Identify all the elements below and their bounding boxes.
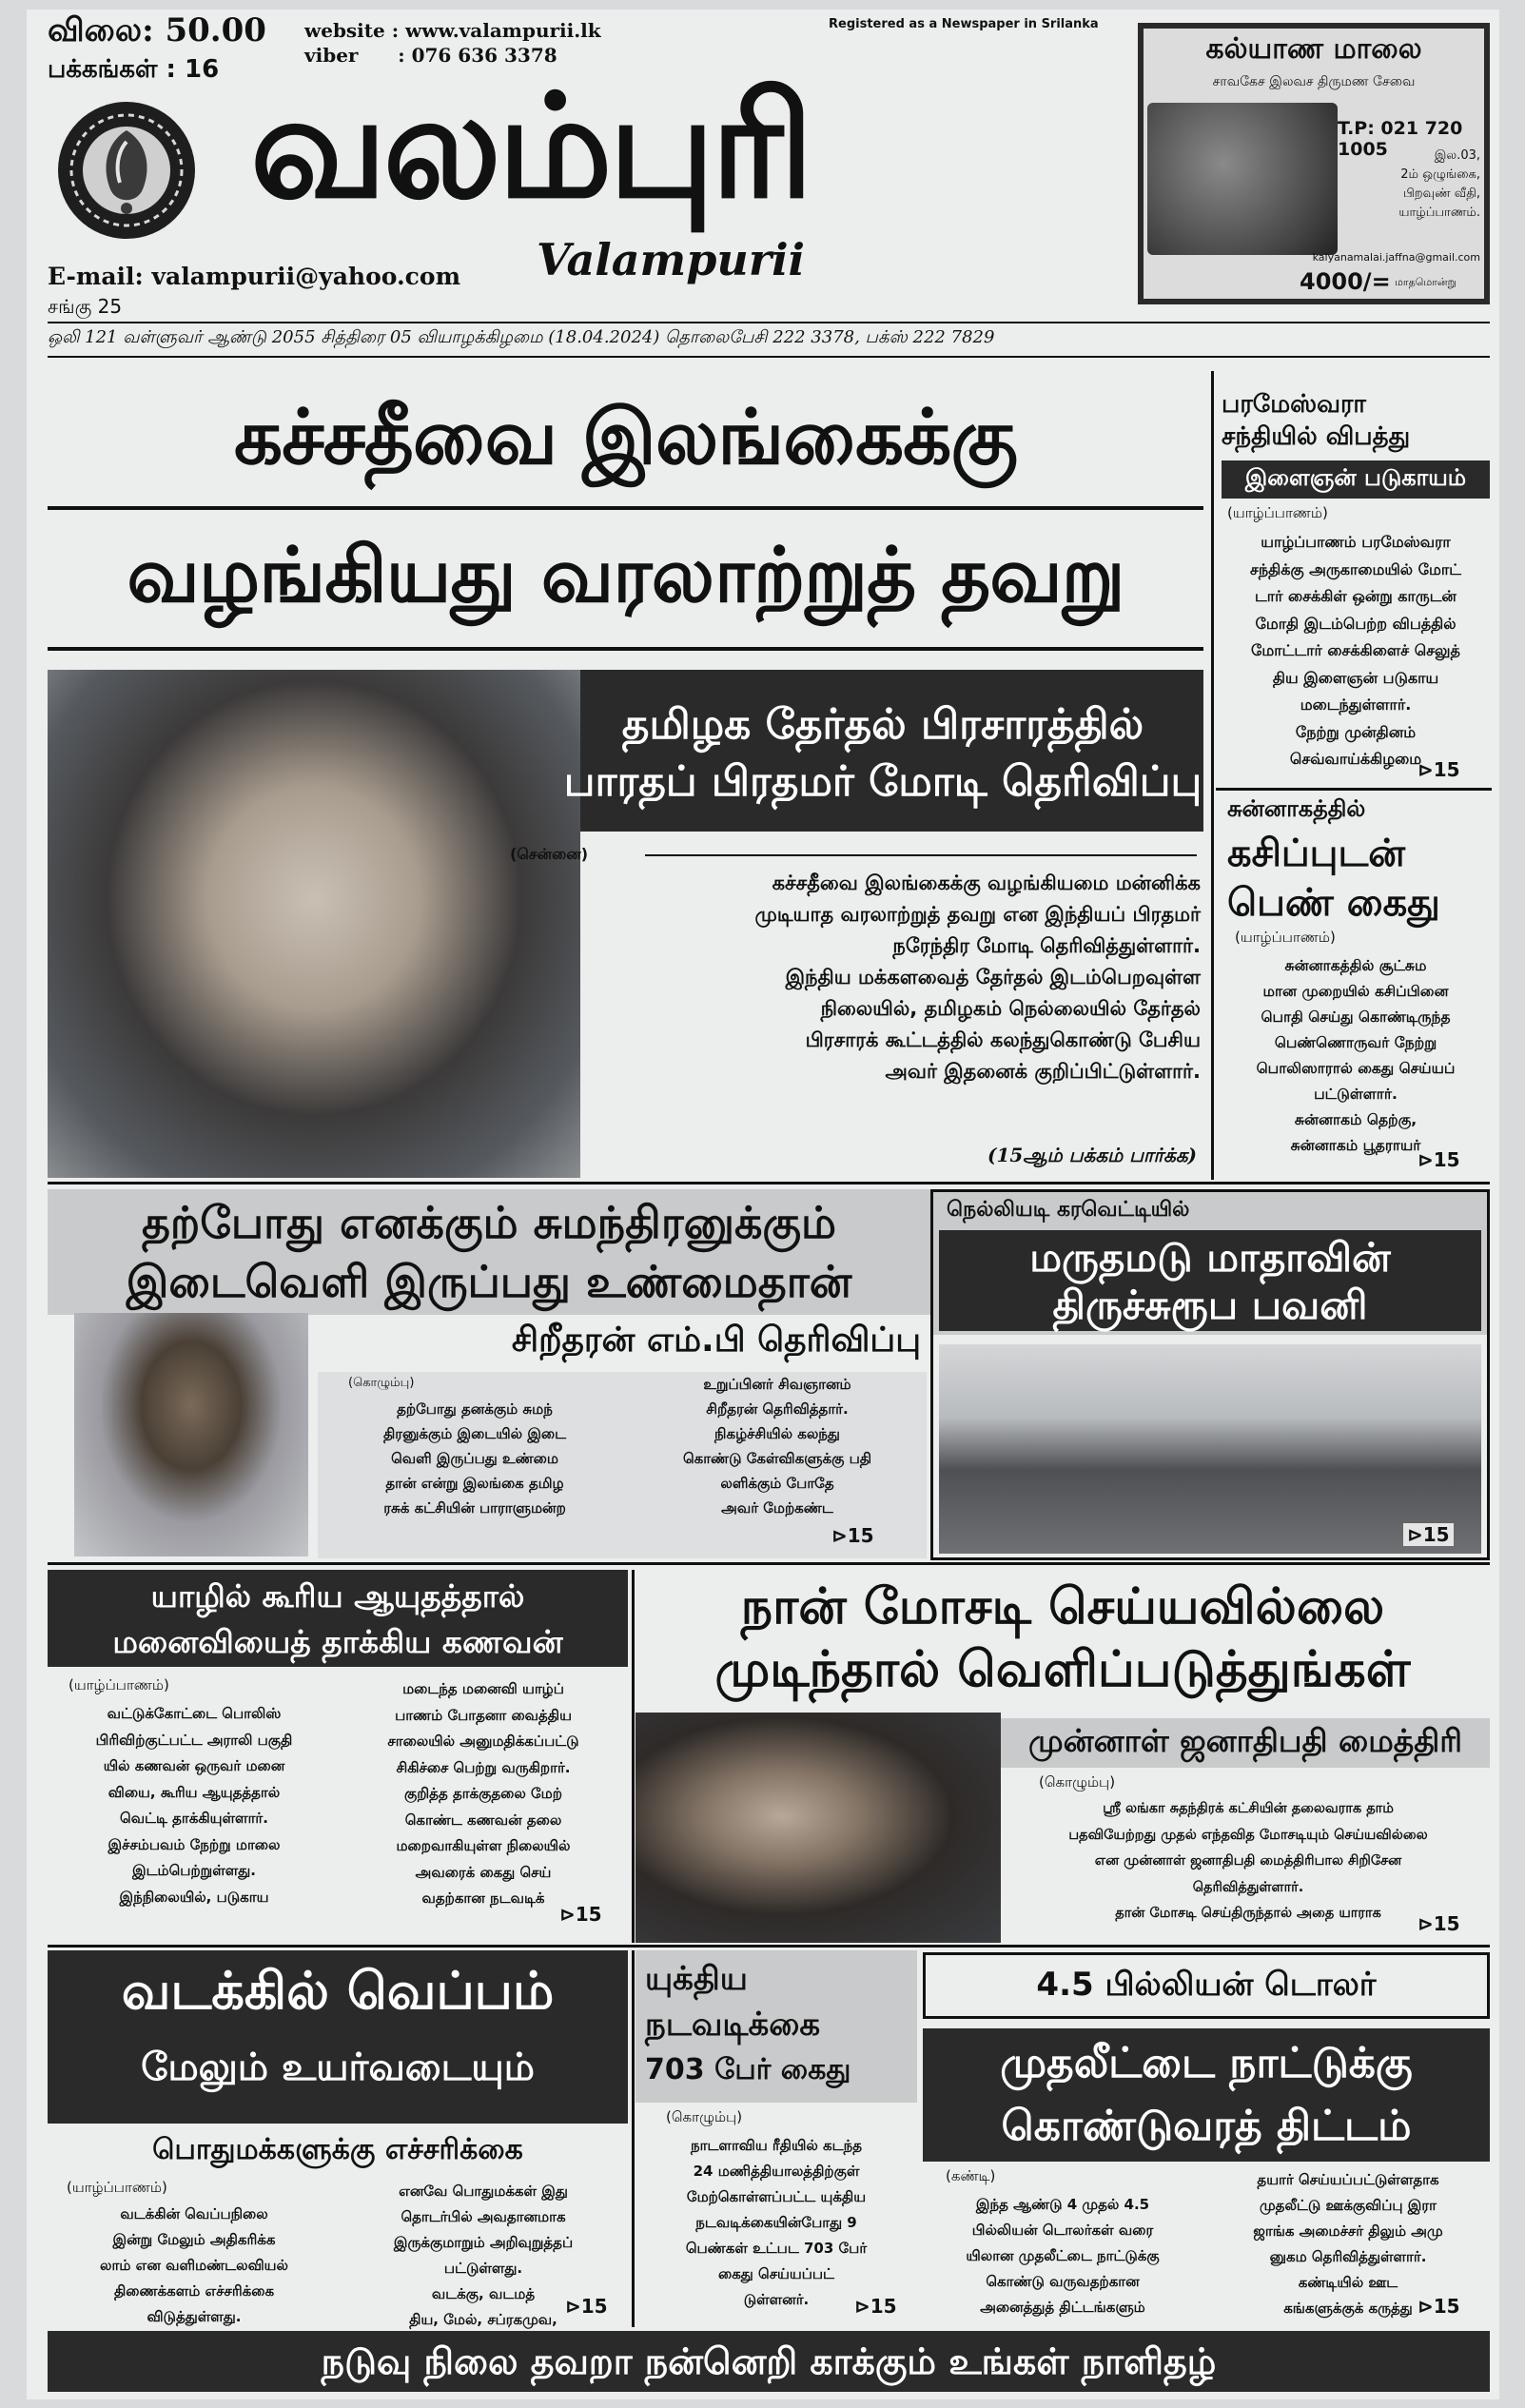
viber: viber : 076 636 3378: [304, 44, 557, 67]
continue-page: 15: [575, 1903, 602, 1926]
lead-subhead-1: தமிழக தேர்தல் பிரசாரத்தில்: [621, 700, 1144, 749]
invest-dateline: (கண்டி): [946, 2167, 996, 2184]
continue-arrow-icon: ⊳: [1407, 1523, 1423, 1546]
ad-title: கல்யாண மாலை: [1205, 32, 1422, 66]
yukthiya-headline-1: யுக்திய: [645, 1960, 748, 1998]
ad-email: kalyanamalai.jaffna@gmail.com: [1312, 251, 1480, 264]
heat-col-1: வடக்கின் வெப்பநிலை இன்று மேலும் அதிகரிக்க லாம் என வளிமண்டலவியல் திணைக்களம் எச்சரிக்கை விடுத்துள்ளது.: [100, 2205, 288, 2325]
continue-page: 15: [1433, 1148, 1460, 1171]
dateline-rule-bottom: [48, 356, 1490, 358]
side2-body: சுன்னாகத்தில் சூட்சும மான முறையில் கசிப்பினை பொதி செய்து கொண்டிருந்த பெண்ணொருவர் நேற்று பொலிஸாரால் கைது செய்யப் பட்டுள்ளார். சுன்னாகம் தெற்கு, சுன்னாகம் பூதராயர்: [1256, 957, 1456, 1154]
maithri-photo: [635, 1713, 1001, 1943]
continue-arrow-icon: ⊳: [1417, 2295, 1434, 2318]
continue-arrow-icon: ⊳: [854, 2295, 870, 2318]
side1-body: யாழ்ப்பாணம் பரமேஸ்வரா சந்திக்கு அருகாமையில் மோட் டார் சைக்கிள் ஒன்று காருடன் மோதி இடம்பெற்ற விபத்தில் மோட்டார் சைக்கிளைச் செலுத் திய இளைஞன் படுகாய மடைந்துள்ளார். நேற்று முன்தினம் செவ்வாய்க்கிழமை: [1250, 533, 1461, 768]
sritharan-col-2: உறுப்பினர் சிவஞானம் சிறீதரன் தெரிவித்தார். நிகழ்ச்சியில் கலந்து கொண்டு கேள்விகளுக்கு பதி லளிக்கும் போதே அவர் மேற்கண்ட: [682, 1376, 872, 1517]
newspaper-front-page: [27, 10, 1499, 2399]
issue-number: சங்கு 25: [48, 295, 123, 318]
continue-arrow-icon: ⊳: [559, 1903, 576, 1926]
continue-page: 15: [870, 2295, 897, 2318]
continue-arrow-icon: ⊳: [1417, 758, 1434, 781]
assault-headline-2: மனைவியைத் தாக்கிய கணவன்: [112, 1623, 563, 1660]
invest-headline-1: முதலீட்டை நாட்டுக்கு: [1000, 2039, 1413, 2087]
maithri-body: ஸ்ரீ லங்கா சுதந்திரக் கட்சியின் தலைவராக தாம் பதவியேற்றது முதல் எந்தவித மோசடியும் செய்யவில்லை என முன்னாள் ஜனாதிபதி மைத்திரிபால சிறிசேன தெரிவித்துள்ளார். தான் மோசடி செய்திருந்தால் அதை யாராக: [1068, 1801, 1428, 1921]
side2-continue-link[interactable]: [1417, 1148, 1460, 1171]
assault-headline-1: யாழில் கூரிய ஆயுதத்தால்: [150, 1577, 525, 1615]
yukthiya-headline-2: நடவடிக்கை: [645, 2006, 821, 2044]
matrimony-ad[interactable]: [1138, 23, 1490, 304]
continue-page: 15: [1422, 1523, 1450, 1546]
side2-kicker: சுன்னாகத்தில்: [1227, 795, 1366, 822]
invest-kicker: 4.5 பில்லியன் டொலர்: [1036, 1966, 1377, 2004]
lead-headline-2: வழங்கியது வரலாற்றுத் தவறு: [127, 531, 1124, 619]
sritharan-dateline: (கொழும்பு): [348, 1376, 415, 1390]
continue-arrow-icon: ⊳: [565, 2295, 581, 2318]
section-rule-1: [48, 1182, 1490, 1184]
heat-headline-2: மேலும் உயர்வடையும்: [141, 2046, 535, 2089]
sritharan-headline-1: தற்போது எனக்கும் சுமந்திரனுக்கும்: [141, 1197, 837, 1248]
ad-phone: T.P: 021 720 1005: [1338, 118, 1463, 160]
yukthiya-headline-3: 703 பேர் கைது: [645, 2053, 851, 2086]
festival-photo: [939, 1344, 1481, 1554]
yukthiya-dateline: (கொழும்பு): [666, 2108, 743, 2125]
website[interactable]: website : www.valampurii.lk: [304, 19, 601, 42]
side-divider: [1216, 788, 1492, 791]
sritharan-continue-link[interactable]: [831, 1524, 874, 1547]
sritharan-photo: [74, 1313, 308, 1556]
modi-photo: [48, 670, 580, 1178]
lead-headline-1: கச்சதீவை இலங்கைக்கு: [234, 393, 1017, 481]
masthead-title: வலம்புரி: [250, 65, 811, 230]
side-column-divider: [1211, 371, 1214, 1180]
lead-dateline: (சென்னை): [510, 845, 589, 863]
assault-continue-link[interactable]: [559, 1903, 602, 1926]
ad-subtitle: சாவகேச இலவச திருமண சேவை: [1212, 74, 1416, 89]
yukthiya-body: நாடளாவிய ரீதியில் கடந்த 24 மணித்தியாலத்திற்குள் மேற்கொள்ளப்பட்ட யுக்திய நடவடிக்கையின்போது 9 பெண்கள் உட்பட 703 பேர் கைது செய்யப்பட் டுள்ளனர்.: [685, 2137, 868, 2308]
ad-address: இல.03, 2ம் ஒழுங்கை, பிறவுண் வீதி, யாழ்ப்பாணம்.: [1398, 148, 1480, 220]
heat-dateline: (யாழ்ப்பாணம்): [67, 2179, 167, 2196]
sritharan-col-1: தற்போது தனக்கும் சுமந் திரனுக்கும் இடையில் இடை வெளி இருப்பது உண்மை தான் என்று இலங்கை தமிழ ரசுக் கட்சியின் பாராளுமன்ற: [382, 1400, 567, 1517]
continue-page: 15: [580, 2295, 608, 2318]
lead-rule-2: [48, 647, 1203, 651]
assault-dateline: (யாழ்ப்பாணம்): [68, 1676, 169, 1693]
invest-continue-link[interactable]: [1417, 2295, 1460, 2318]
lead-subhead-2: பாரதப் பிரதமர் மோடி தெரிவிப்பு: [563, 757, 1202, 806]
footer-slogan: நடுவு நிலை தவறா நன்னெறி காக்கும் உங்கள் நாளிதழ்: [321, 2340, 1217, 2382]
sritharan-subhead: சிறீதரன் எம்.பி தெரிவிப்பு: [511, 1321, 921, 1360]
invest-headline-2: கொண்டுவரத் திட்டம்: [1001, 2102, 1412, 2150]
side2-headline-2: பெண் கைது: [1227, 881, 1440, 925]
maithri-subhead: முன்னாள் ஜனாதிபதி மைத்திரி: [1027, 1722, 1463, 1759]
couple-illustration: [1147, 103, 1338, 255]
assault-col-2: மடைந்த மனைவி யாழ்ப் பாணம் போதனா வைத்திய சாலையில் அனுமதிக்கப்பட்டு சிகிச்சை பெற்று வருகிறார். குறித்த தாக்குதலை மேற் கொண்ட கணவன் தலை மறைவாகியுள்ள நிலையில் அவரைக் கைது செய் வதற்கான நடவடிக்: [387, 1680, 579, 1907]
maithri-headline-2: முடிந்தால் வெளிப்படுத்துங்கள்: [714, 1641, 1411, 1698]
side1-continue-link[interactable]: [1417, 758, 1460, 781]
section-rule-3: [48, 1945, 1490, 1948]
continue-arrow-icon: ⊳: [1417, 1148, 1434, 1171]
continue-arrow-icon: ⊳: [1417, 1912, 1434, 1935]
heat-col-2: எனவே பொதுமக்கள் இது தொடர்பில் அவதானமாக இருக்குமாறும் அறிவுறுத்தப் பட்டுள்ளது. வடக்கு, வடமத் திய, மேல், சப்ரகமுவ,: [393, 2183, 574, 2328]
heat-headline-1: வடக்கில் வெப்பம்: [121, 1961, 555, 2021]
section-rule-2: [48, 1562, 1490, 1565]
dateline-rule-top: [48, 322, 1490, 323]
maithri-headline-1: நான் மோசடி செய்யவில்லை: [740, 1578, 1385, 1635]
column-divider-2: [632, 1570, 635, 1943]
ad-price-note: மாதமொன்று: [1395, 276, 1457, 288]
side1-dateline: (யாழ்ப்பாணம்): [1227, 504, 1328, 521]
invest-col-1: இந்த ஆண்டு 4 முதல் 4.5 பில்லியன் டொலர்கள் வரை யிலான முதலீட்டை நாட்டுக்கு கொண்டு வருவதற்கான அனைத்துத் திட்டங்களும்: [966, 2196, 1160, 2316]
maithri-continue-link[interactable]: [1417, 1912, 1460, 1935]
side1-kicker: பரமேஸ்வரா சந்தியில் விபத்து: [1222, 390, 1411, 451]
invest-col-2: தயார் செய்யப்பட்டுள்ளதாக முதலீட்டு ஊக்குவிப்பு இரா ஜாங்க அமைச்சர் திலும் அமு னுகம தெரிவித்துள்ளார். கண்டியில் ஊட கங்களுக்குக் கருத்து: [1253, 2171, 1443, 2317]
continue-page: 15: [1433, 758, 1460, 781]
festival-box: [930, 1189, 1490, 1560]
sritharan-headline-2: இடைவெளி இருப்பது உண்மைதான்: [126, 1256, 852, 1307]
continue-page: 15: [847, 1524, 874, 1547]
assault-col-1: வட்டுக்கோட்டை பொலிஸ் பிரிவிற்குட்பட்ட அராலி பகுதி யில் கணவன் ஒருவர் மனை வியை, கூரிய ஆயுதத்தால் வெட்டி தாக்கியுள்ளார். இச்சம்பவம் நேற்று மாலை இடம்பெற்றுள்ளது. இந்நிலையில், படுகாய: [95, 1705, 293, 1906]
masthead-title-latin: Valampurii: [537, 234, 806, 285]
maithri-dateline: (கொழும்பு): [1039, 1773, 1116, 1791]
email[interactable]: E-mail: valampurii@yahoo.com: [48, 263, 461, 290]
registration-note: Registered as a Newspaper in Srilanka: [829, 17, 1099, 31]
lead-dateline-rule: [645, 854, 1197, 856]
conch-logo-icon: [55, 99, 198, 242]
dateline: ஒலி 121 வள்ளுவர் ஆண்டு 2055 சித்திரை 05 வியாழக்கிழமை (18.04.2024) தொலைபேசி 222 3378, பக்ஸ் 222 7829: [48, 327, 995, 347]
column-divider-3: [632, 1950, 635, 2327]
lead-continued[interactable]: (15ஆம் பக்கம் பார்க்க): [987, 1144, 1197, 1166]
lead-rule-1: [48, 506, 1203, 510]
heat-subhead: பொதுமக்களுக்கு எச்சரிக்கை: [152, 2133, 523, 2166]
festival-kicker: நெல்லியடி கரவெட்டியில்: [947, 1198, 1190, 1222]
page-count: பக்கங்கள் : 16: [48, 55, 220, 84]
festival-headline-1: மருதமடு மாதாவின்: [1029, 1234, 1391, 1281]
price: விலை: 50.00: [48, 11, 266, 49]
side2-headline-1: கசிப்புடன்: [1227, 832, 1406, 875]
side2-dateline: (யாழ்ப்பாணம்): [1235, 929, 1336, 946]
continue-page: 15: [1433, 2295, 1460, 2318]
side1-headline: இளைஞன் படுகாயம்: [1244, 464, 1467, 491]
continue-arrow-icon: ⊳: [831, 1524, 848, 1547]
yukthiya-continue-link[interactable]: [854, 2295, 897, 2318]
festival-continue-link[interactable]: [1403, 1523, 1454, 1546]
heat-continue-link[interactable]: [565, 2295, 608, 2318]
lead-body: கச்சதீவை இலங்கைக்கு வழங்கியமை மன்னிக்க முடியாத வரலாற்றுத் தவறு என இந்தியப் பிரதமர் நரேந்திர மோடி தெரிவித்துள்ளார். இந்திய மக்களவைத் தேர்தல் இடம்பெறவுள்ள நிலையில், தமிழகம் நெல்லையில் தேர்தல் பிரசாரக் கூட்டத்தில் கலந்துகொண்டு பேசிய அவர் இதனைக் குறிப்பிட்டுள்ளார்.: [754, 871, 1201, 1083]
continue-page: 15: [1433, 1912, 1460, 1935]
ad-price: 4000/=: [1300, 268, 1391, 295]
festival-headline-2: திருச்சுரூப பவனி: [1052, 1282, 1368, 1328]
